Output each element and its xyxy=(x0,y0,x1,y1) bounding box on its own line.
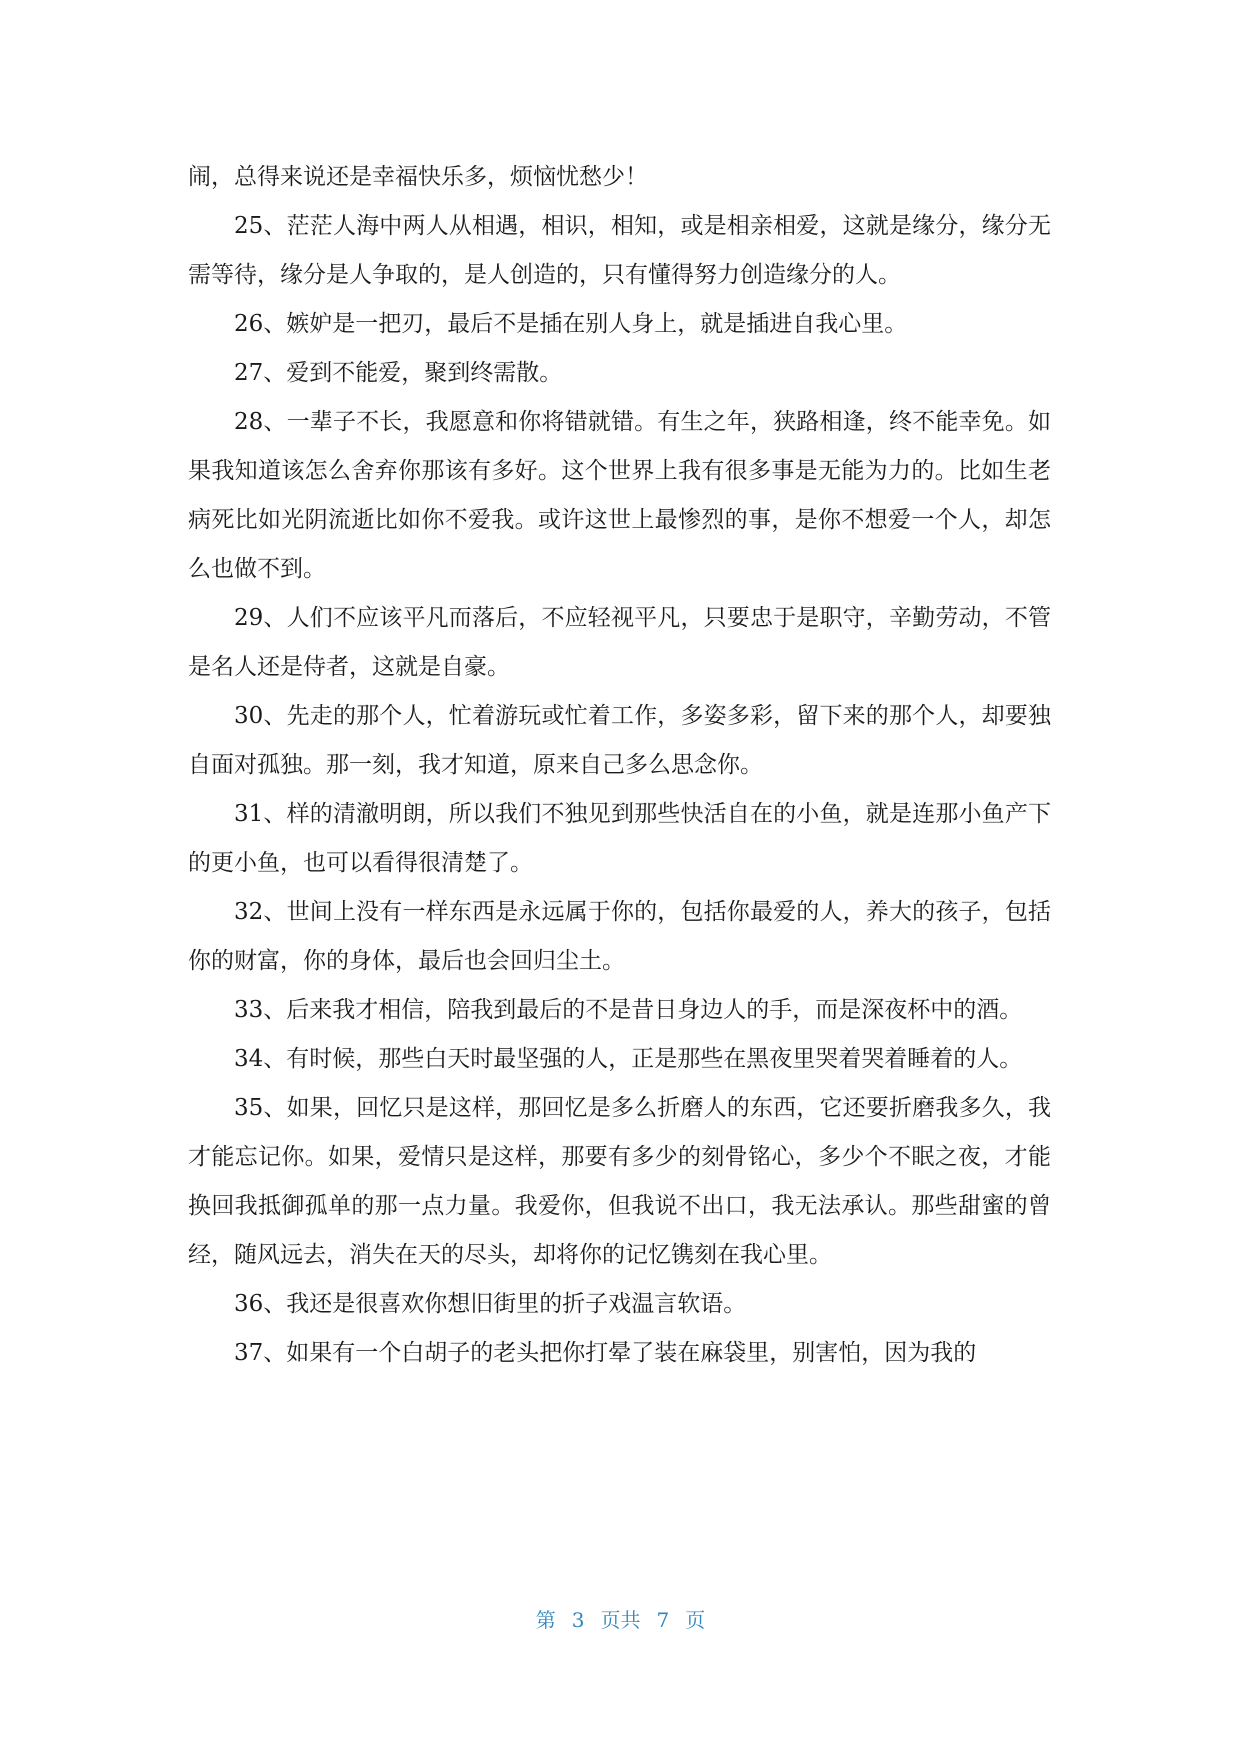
footer-page-number: 3 xyxy=(571,1608,585,1632)
paragraph-36: 36、我还是很喜欢你想旧街里的折子戏温言软语。 xyxy=(234,1291,747,1317)
paragraph-31: 31、样的清澈明朗，所以我们不独见到那些快活自在的小鱼，就是连那小鱼产下的更小鱼，也可以看得很清楚了。 xyxy=(188,801,1051,876)
page-footer xyxy=(0,1604,1241,1633)
footer-suffix: 页 xyxy=(685,1608,706,1632)
paragraph-27: 27、爱到不能爱，聚到终需散。 xyxy=(234,360,563,386)
footer-middle: 页共 xyxy=(600,1608,641,1632)
paragraph-37: 37、如果有一个白胡子的老头把你打晕了装在麻袋里，别害怕，因为我的 xyxy=(234,1340,977,1366)
footer-total-pages: 7 xyxy=(656,1608,670,1632)
paragraph-30: 30、先走的那个人，忙着游玩或忙着工作，多姿多彩，留下来的那个人，却要独自面对孤独。那一刻，我才知道，原来自己多么思念你。 xyxy=(188,703,1051,778)
paragraph-29: 29、人们不应该平凡而落后，不应轻视平凡，只要忠于是职守，辛勤劳动，不管是名人还是侍者，这就是自豪。 xyxy=(188,605,1051,680)
footer-prefix: 第 xyxy=(535,1608,556,1632)
paragraph-34: 34、有时候，那些白天时最坚强的人，正是那些在黑夜里哭着哭着睡着的人。 xyxy=(234,1046,1023,1072)
paragraph-33: 33、后来我才相信，陪我到最后的不是昔日身边人的手，而是深夜杯中的酒。 xyxy=(234,997,1023,1023)
paragraph-continuation: 闹，总得来说还是幸福快乐多，烦恼忧愁少！ xyxy=(188,164,648,190)
paragraph-25: 25、茫茫人海中两人从相遇，相识，相知，或是相亲相爱，这就是缘分，缘分无需等待，缘分是人争取的，是人创造的，只有懂得努力创造缘分的人。 xyxy=(188,213,1051,288)
paragraph-35: 35、如果，回忆只是这样，那回忆是多么折磨人的东西，它还要折磨我多久，我才能忘记你。如果，爱情只是这样，那要有多少的刻骨铭心，多少个不眠之夜，才能换回我抵御孤单的那一点力量。我爱你，但我说不出口，我无法承认。那些甜蜜的曾经，随风远去，消失在天的尽头，却将你的记忆镌刻在我心里。 xyxy=(188,1095,1051,1268)
paragraph-28: 28、一辈子不长，我愿意和你将错就错。有生之年，狭路相逢，终不能幸免。如果我知道该怎么舍弃你那该有多好。这个世界上我有很多事是无能为力的。比如生老病死比如光阴流逝比如你不爱我。或许这世上最惨烈的事，是你不想爱一个人，却怎么也做不到。 xyxy=(188,409,1051,582)
document-body xyxy=(188,153,1051,1378)
paragraph-26: 26、嫉妒是一把刃，最后不是插在别人身上，就是插进自我心里。 xyxy=(234,311,908,337)
paragraph-32: 32、世间上没有一样东西是永远属于你的，包括你最爱的人，养大的孩子，包括你的财富，你的身体，最后也会回归尘土。 xyxy=(188,899,1051,974)
